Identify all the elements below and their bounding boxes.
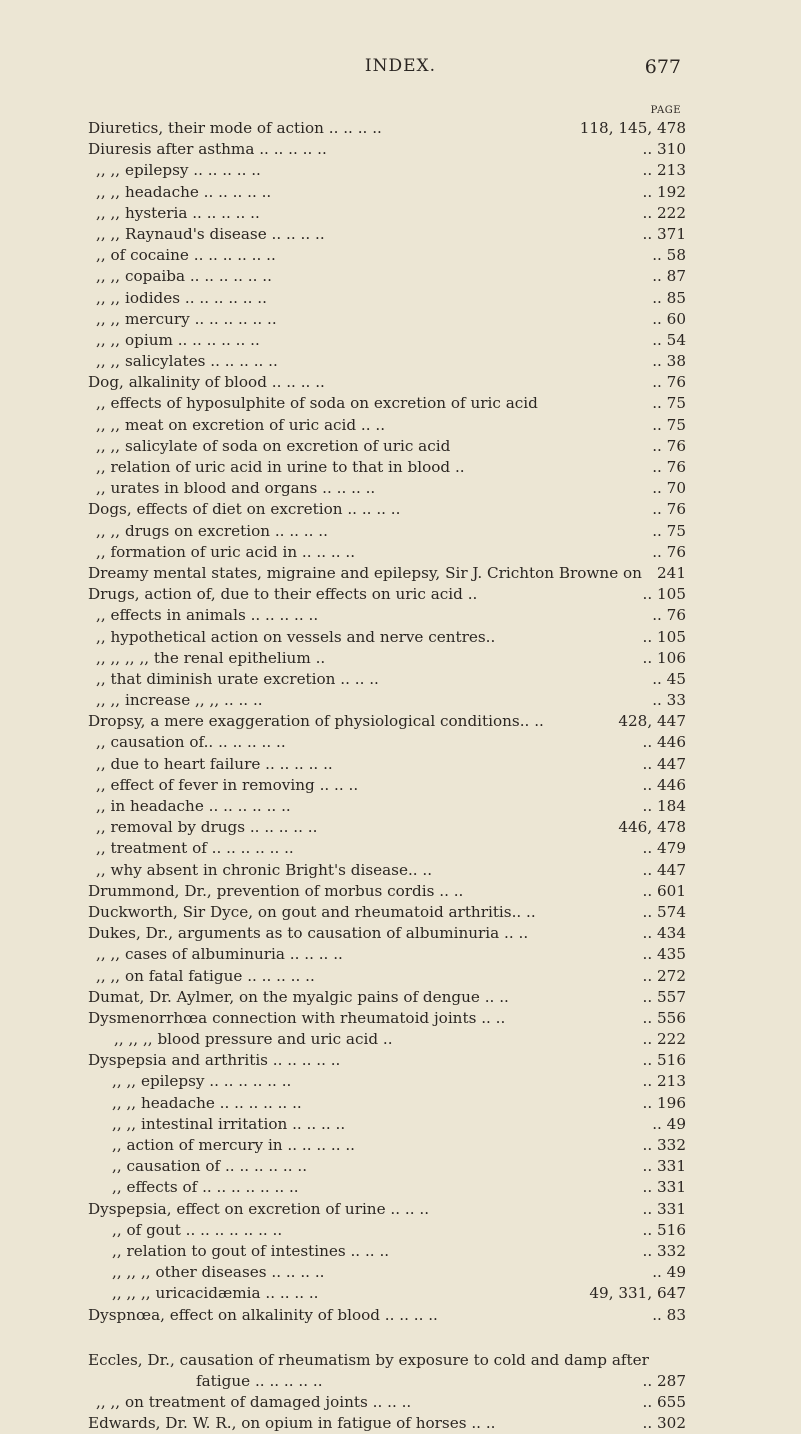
index-entry [88,711,686,732]
index-entry-text: ,, of gout .. .. .. .. .. .. .. [112,1220,283,1239]
index-entry-text: ,, effects of hyposulphite of soda on excretion of uric acid [96,394,538,413]
index-entry-text: ,, ,, salicylate of soda on excretion of uric acid [96,436,451,455]
index-entry-text: ,, that diminish urate excretion .. .. .. [96,669,379,688]
index-entry-text: ,, effects in animals .. .. .. .. .. [96,606,319,625]
index-entry [88,1050,686,1071]
index-entry [88,563,686,584]
index-entry-text: Dysmenorrhœa connection with rheumatoid joints .. .. [88,1008,506,1027]
index-entry-page: .. 287 [642,1371,686,1390]
index-entry-page: .. 447 [642,860,686,879]
index-entry-text: fatigue .. .. .. .. .. [196,1371,323,1390]
index-entry-page: .. 331 [642,1199,686,1218]
index-entry [88,627,686,648]
index-entry [88,1199,686,1220]
index-entry [88,542,686,563]
index-entry-text: ,, ,, increase ,, ,, .. .. .. [96,691,263,710]
index-entry-text: ,, ,, iodides .. .. .. .. .. .. [96,288,267,307]
index-entry-text: ,, due to heart failure .. .. .. .. .. [96,754,333,773]
index-entry [88,351,686,372]
index-entry-page: .. 435 [642,945,686,964]
index-entry-text: ,, removal by drugs .. .. .. .. .. [96,818,318,837]
index-entry-text: ,, ,, epilepsy .. .. .. .. .. [96,161,261,180]
index-entry-text: ,, why absent in chronic Bright's disease.. .. [96,860,433,879]
index-entry [88,393,686,414]
index-entry-page: .. 75 [652,415,686,434]
index-entry-page: .. 601 [642,881,686,900]
index-entry-page: 118, 145, 478 [579,119,686,137]
index-entry-page: .. 556 [642,1008,686,1027]
index-entry-text: ,, causation of.. .. .. .. .. .. [96,733,286,752]
index-entry-text: Dogs, effects of diet on excretion .. .. .. .. [88,500,401,519]
index-entry-page: 49, 331, 647 [589,1284,686,1303]
index-entry-text: Drummond, Dr., prevention of morbus cordis .. .. [88,881,464,900]
index-entry-text: ,, ,, headache .. .. .. .. .. .. [112,1093,302,1112]
index-entry [88,521,686,542]
section-gap [88,1326,686,1350]
index-entry-text: ,, ,, mercury .. .. .. .. .. .. [96,309,277,328]
index-entry-page: .. 213 [642,1072,686,1091]
index-entry-page: .. 371 [642,224,686,243]
index-entry [88,648,686,669]
index-entry [88,1220,686,1241]
index-entry-page: .. 76 [652,373,686,392]
index-entry [88,1350,686,1371]
index-entry [88,881,686,902]
index-entries [88,118,686,1434]
index-entry-text: ,, relation to gout of intestines .. .. .. [112,1241,390,1260]
index-entry-page: 446, 478 [618,818,686,837]
index-entry-page: .. 655 [642,1393,686,1412]
index-entry-text: ,, ,, intestinal irritation .. .. .. .. [112,1114,346,1133]
index-entry-text: ,, formation of uric acid in .. .. .. .. [96,542,356,561]
index-entry-page: .. 76 [652,542,686,561]
index-entry [88,732,686,753]
index-entry-page: .. 105 [642,627,686,646]
index-entry-text: Duckworth, Sir Dyce, on gout and rheumatoid arthritis.. .. [88,902,536,921]
index-entry-page: .. 38 [652,352,686,371]
index-entry [88,372,686,393]
index-entry-page: .. 574 [642,902,686,921]
index-entry-text: ,, relation of uric acid in urine to that in blood .. [96,458,465,476]
index-entry [88,457,686,478]
index-entry-page: .. 272 [642,966,686,985]
index-entry [88,690,686,711]
index-entry-page: .. 75 [652,521,686,540]
index-entry-text: Dyspepsia, effect on excretion of urine .. .. .. [88,1199,430,1218]
index-entry [88,1177,686,1198]
index-entry-text: ,, urates in blood and organs .. .. .. .. [96,479,376,498]
index-entry-text: ,, ,, on fatal fatigue .. .. .. .. .. [96,966,315,985]
index-entry [88,944,686,965]
index-entry-page: .. 54 [652,330,686,349]
index-entry-page: .. 58 [652,246,686,265]
index-entry-page: .. 33 [652,691,686,710]
index-entry-text: ,, ,, opium .. .. .. .. .. .. [96,330,260,349]
index-entry [88,330,686,351]
index-entry [88,796,686,817]
index-entry-page: .. 331 [642,1157,686,1176]
index-entry [88,1029,686,1050]
index-entry-page: .. 70 [652,479,686,498]
index-entry-page: .. 222 [642,203,686,222]
index-entry-page: .. 85 [652,288,686,307]
index-entry-page: .. 447 [642,754,686,773]
index-entry [88,1262,686,1283]
index-entry-text: ,, ,, epilepsy .. .. .. .. .. .. [112,1072,292,1091]
index-entry-page: .. 83 [652,1305,686,1324]
index-entry [88,478,686,499]
index-entry-text: ,, ,, on treatment of damaged joints .. .. .. [96,1393,412,1412]
index-entry-text: ,, ,, Raynaud's disease .. .. .. .. [96,224,325,243]
index-entry [88,1135,686,1156]
index-entry-page: .. 76 [652,436,686,455]
index-entry-text: Eccles, Dr., causation of rheumatism by exposure to cold and damp after [88,1350,649,1369]
index-entry [88,1008,686,1029]
index-entry-page: .. 331 [642,1178,686,1197]
index-entry-text: Dyspepsia and arthritis .. .. .. .. .. [88,1051,341,1070]
index-entry-text: ,, effect of fever in removing .. .. .. [96,775,359,794]
index-entry-text: ,, ,, cases of albuminuria .. .. .. .. [96,945,343,964]
index-entry-page: 428, 447 [618,712,686,731]
index-entry [88,245,686,266]
index-entry-page: .. 60 [652,309,686,328]
index-entry [88,987,686,1008]
index-entry-text: Drugs, action of, due to their effects on uric acid .. [88,585,478,604]
index-entry [88,1371,686,1392]
page-title: INDEX. [364,56,437,76]
index-entry-page: .. 332 [642,1136,686,1154]
index-entry-text: ,, in headache .. .. .. .. .. .. [96,797,291,815]
index-entry-text: Diuretics, their mode of action .. .. .. .. [88,119,382,137]
index-entry [88,160,686,181]
index-entry [88,1114,686,1135]
index-entry [88,669,686,690]
index-entry-text: Dreamy mental states, migraine and epilepsy, Sir J. Crichton Browne on [88,563,642,582]
index-entry [88,1241,686,1262]
index-entry [88,288,686,309]
index-entry-page: .. 446 [642,733,686,752]
index-entry-text: ,, ,, meat on excretion of uric acid .. .. [96,415,386,434]
index-entry-text: Edwards, Dr. W. R., on opium in fatigue of horses .. .. [88,1414,496,1433]
index-entry-page: .. 516 [642,1051,686,1070]
index-entry [88,436,686,457]
index-entry-text: ,, action of mercury in .. .. .. .. .. [112,1136,356,1154]
index-entry [88,902,686,923]
index-entry-text: ,, ,, ,, uricacidæmia .. .. .. .. [112,1284,319,1303]
index-entry [88,966,686,987]
index-entry [88,860,686,881]
index-entry-text: ,, ,, ,, ,, the renal epithelium .. [96,648,326,667]
index-entry-page: .. 479 [642,839,686,858]
index-entry-page: .. 76 [652,500,686,519]
index-entry-page: .. 106 [642,648,686,667]
index-entry-page: .. 222 [642,1030,686,1049]
index-entry-page: .. 310 [642,140,686,159]
index-entry [88,923,686,944]
index-entry-page: .. 49 [652,1263,686,1282]
index-entry-page: .. 557 [642,987,686,1006]
index-entry [88,1093,686,1114]
index-entry-page: .. 184 [642,797,686,815]
index-entry-text: Dukes, Dr., arguments as to causation of albuminuria .. .. [88,924,529,943]
index-entry-text: ,, ,, ,, blood pressure and uric acid .. [114,1030,393,1049]
index-entry [88,754,686,775]
index-entry [88,266,686,287]
page-column-label: PAGE [650,105,681,116]
index-entry-text: Diuresis after asthma .. .. .. .. .. [88,140,327,159]
index-entry [88,1305,686,1326]
index-entry-text: ,, hypothetical action on vessels and nerve centres.. [96,627,496,646]
index-entry-page: .. 76 [652,458,686,476]
index-entry-page: .. 87 [652,267,686,286]
index-entry-text: ,, ,, drugs on excretion .. .. .. .. [96,521,328,540]
index-entry [88,1071,686,1092]
index-entry-page: .. 446 [642,775,686,794]
index-entry-page: .. 76 [652,606,686,625]
index-entry-text: Dropsy, a mere exaggeration of physiological conditions.. .. [88,712,544,731]
index-entry [88,838,686,859]
index-entry [88,775,686,796]
index-entry-text: ,, ,, hysteria .. .. .. .. .. [96,203,260,222]
index-entry [88,817,686,838]
index-entry-page: .. 332 [642,1241,686,1260]
index-entry-text: ,, ,, headache .. .. .. .. .. [96,182,272,201]
index-entry-page: .. 434 [642,924,686,943]
index-entry-text: ,, ,, copaiba .. .. .. .. .. .. [96,267,272,286]
index-entry [88,584,686,605]
index-entry-page: .. 516 [642,1220,686,1239]
index-entry [88,139,686,160]
index-entry [88,118,686,139]
index-entry-text: ,, effects of .. .. .. .. .. .. .. [112,1178,299,1197]
index-entry-text: ,, ,, ,, other diseases .. .. .. .. [112,1263,325,1282]
page-header [0,56,801,80]
index-entry [88,499,686,520]
index-entry-text: ,, ,, salicylates .. .. .. .. .. [96,352,278,371]
index-entry-text: Dog, alkalinity of blood .. .. .. .. [88,373,325,392]
index-entry-text: Dyspnœa, effect on alkalinity of blood .. .. .. .. [88,1305,438,1324]
index-entry-page: .. 192 [642,182,686,201]
index-entry [88,1283,686,1304]
index-entry-page: 241 [657,563,686,582]
index-entry [88,309,686,330]
index-entry [88,224,686,245]
index-entry-page: .. 196 [642,1093,686,1112]
index-entry [88,1413,686,1434]
index-entry-page: .. 302 [642,1414,686,1433]
index-entry-page: .. 49 [652,1114,686,1133]
index-entry [88,203,686,224]
index-entry-page: .. 105 [642,585,686,604]
index-entry-text: Dumat, Dr. Aylmer, on the myalgic pains of dengue .. .. [88,987,509,1006]
index-entry-text: ,, treatment of .. .. .. .. .. .. [96,839,294,858]
index-entry-text: ,, of cocaine .. .. .. .. .. .. [96,246,276,265]
index-entry [88,415,686,436]
index-entry [88,605,686,626]
index-entry [88,182,686,203]
index-entry [88,1156,686,1177]
index-entry-page: .. 213 [642,161,686,180]
index-entry [88,1392,686,1413]
index-entry-page: .. 75 [652,394,686,413]
page-number: 677 [644,56,681,78]
index-entry-text: ,, causation of .. .. .. .. .. .. [112,1157,308,1176]
index-entry-page: .. 45 [652,669,686,688]
